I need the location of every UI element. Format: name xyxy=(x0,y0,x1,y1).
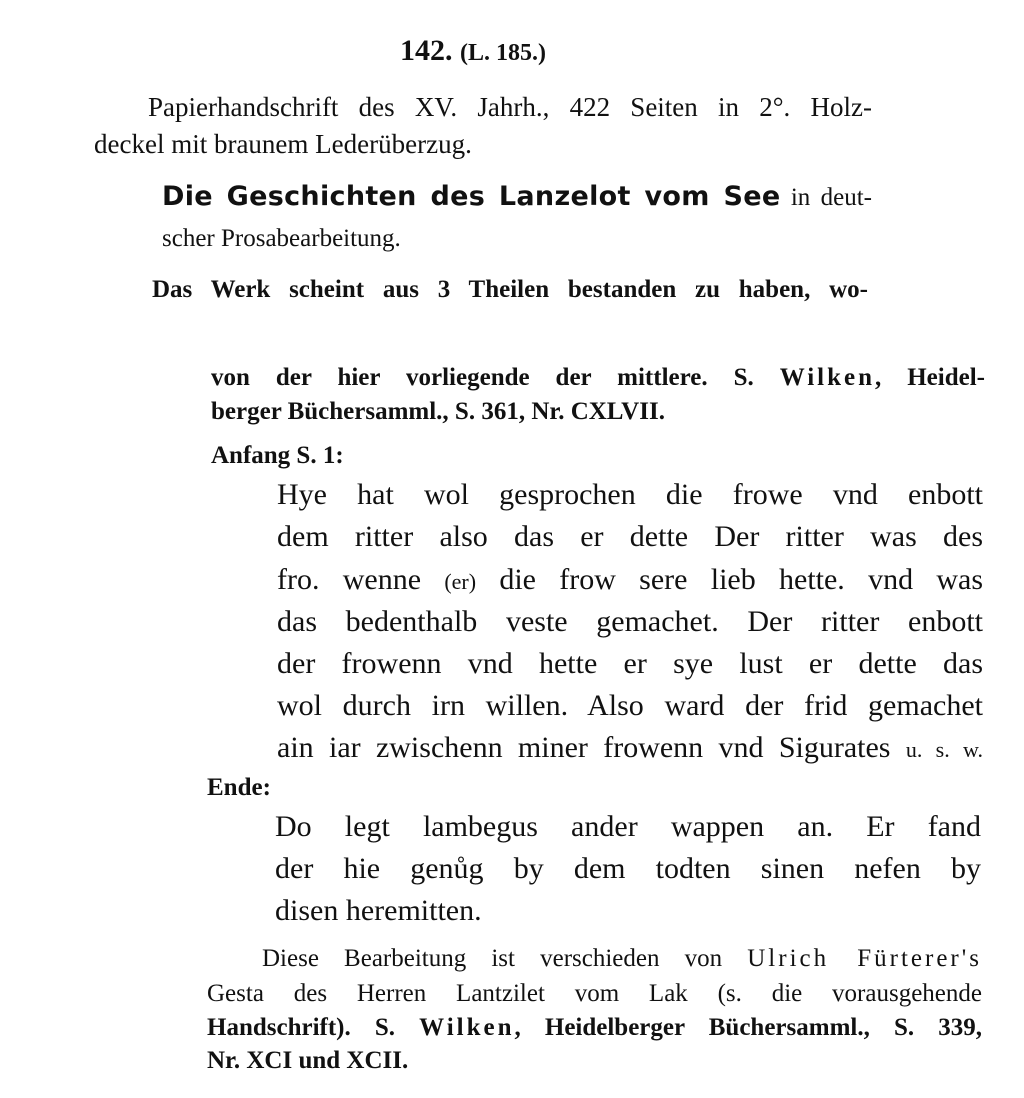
author-wilken: Wilken xyxy=(779,364,876,391)
ende-line-1: Do legt lambegus ander wappen an. Er fand xyxy=(275,810,981,843)
anfang-line-3-b: die frow sere lieb hette. vnd was xyxy=(476,563,983,596)
intro-line-3: berger Büchersamml., S. 361, Nr. CXLVII. xyxy=(211,398,665,425)
page-heading xyxy=(0,36,946,66)
anfang-label: Anfang S. 1: xyxy=(211,442,344,469)
ende-line-3: disen heremitten. xyxy=(275,894,482,927)
entry-number: 142. xyxy=(400,34,453,67)
note-line-1-text: Diese Bearbeitung ist verschieden von xyxy=(262,945,748,972)
note-line-3-a: Handschrift). S. xyxy=(207,1014,420,1041)
anfang-line-5: der frowenn vnd hette er sye lust er dette das xyxy=(277,647,983,680)
intro-line-2 xyxy=(211,365,985,390)
intro-line-1: Das Werk scheint aus 3 Theilen bestanden zu haben, wo- xyxy=(152,276,868,303)
author-wilken-2: Wilken xyxy=(419,1014,515,1041)
description-line-2: deckel mit braunem Lederüberzug. xyxy=(94,129,472,159)
anfang-line-3 xyxy=(277,565,983,595)
note-line-1 xyxy=(262,946,982,971)
entry-reference: (L. 185.) xyxy=(460,40,546,66)
note-line-4: Nr. XCI und XCII. xyxy=(207,1047,409,1074)
anfang-line-1: Hye hat wol gesprochen die frowe vnd enbott xyxy=(277,478,983,511)
author-fuerterer: Ulrich Fürterer's xyxy=(747,945,982,972)
anfang-line-3-insert: (er) xyxy=(444,569,477,594)
note-line-2: Gesta des Herren Lantzilet vom Lak (s. die vorausgehende xyxy=(207,980,982,1007)
anfang-line-6: wol durch irn willen. Also ward der frid gemachet xyxy=(277,689,983,722)
anfang-line-3-a: fro. wenne xyxy=(277,563,445,596)
anfang-line-2: dem ritter also das er dette Der ritter was des xyxy=(277,520,983,553)
work-title-rest: in deut- xyxy=(780,184,872,211)
work-title-line-1 xyxy=(162,183,872,210)
anfang-line-4: das bedenthalb veste gemachet. Der ritter enbott xyxy=(277,605,983,638)
work-title: Die Geschichten des Lanzelot vom See xyxy=(162,181,781,212)
ende-label: Ende: xyxy=(207,774,271,801)
anfang-line-7 xyxy=(277,733,983,763)
ende-line-2: der hie genůg by dem todten sinen nefen by xyxy=(275,852,981,885)
intro-line-2-text: von der hier vorliegende der mittlere. S. xyxy=(211,364,780,391)
note-line-3-b: , Heidelberger Büchersamml., S. 339, xyxy=(514,1014,982,1041)
anfang-line-7-text: ain iar zwischenn miner frowenn vnd Sigurates xyxy=(277,731,906,764)
note-line-3 xyxy=(207,1015,982,1040)
description-line-1: Papierhandschrift des XV. Jahrh., 422 Seiten in 2°. Holz- xyxy=(148,92,872,122)
work-title-line-2: scher Prosabearbeitung. xyxy=(162,225,401,252)
anfang-line-7-abbr: u. s. w. xyxy=(905,737,983,762)
intro-line-2-rest: , Heidel- xyxy=(875,364,985,391)
